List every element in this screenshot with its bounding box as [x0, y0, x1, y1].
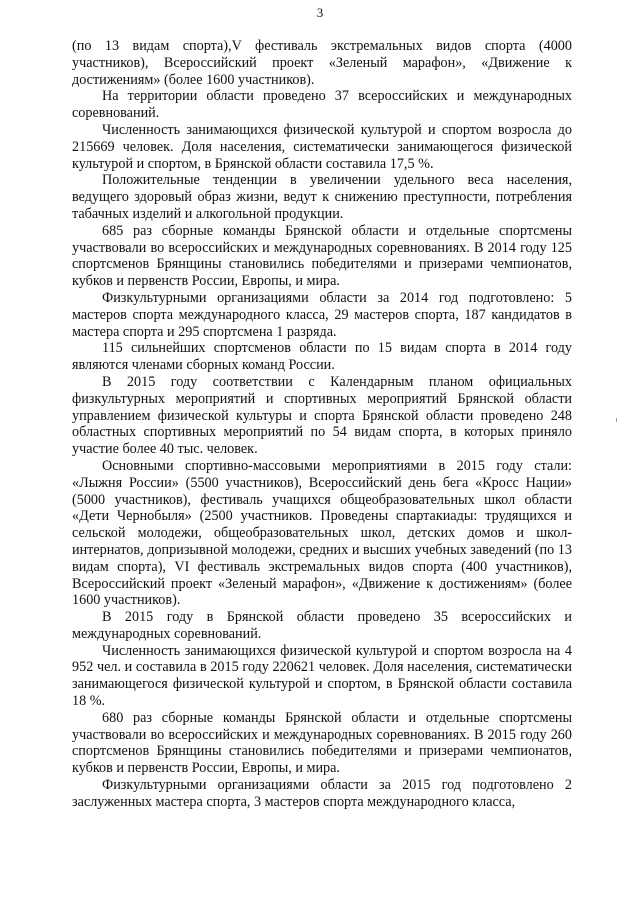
- paragraph: Положительные тенденции в увеличении удельного веса населения, ведущего здоровый образ жизни, ведут к снижению преступности, потребления табачных изделий и алкогольной продукции.: [72, 172, 572, 222]
- paragraph: На территории области проведено 37 всероссийских и международных соревнований.: [72, 88, 572, 122]
- paragraph: Численность занимающихся физической культурой и спортом возросла до 215669 человек. Доля населения, систематически занимающегося физической культурой и спортом, в Брянской области составила 17,5 %.: [72, 121, 572, 172]
- paragraph: В 2015 году соответствии с Календарным планом официальных физкультурных мероприятий и спортивных мероприятий Брянской области управлением физической культуры и спорта Брянской области проведено 248 областных спортивных мероприятий по 54 видам спорта, в которых приняло участие более 40 тыс. человек.: [72, 373, 572, 458]
- scan-mark: [616, 418, 617, 422]
- body-text: [72, 38, 572, 811]
- paragraph: Физкультурными организациями области за 2014 год подготовлено: 5 мастеров спорта международного класса, 29 мастеров спорта, 187 кандидатов в мастера спорта и 295 спортсмена 1 разряда.: [72, 289, 572, 340]
- paragraph: Основными спортивно-массовыми мероприятиями в 2015 году стали: «Лыжня России» (5500 участников), Всероссийский день бега «Кросс Нации» (5000 участников), фестиваль учащихся общеобразовательных школ области «Дети Чернобыля» (2500 участников. Проведены спартакиады: трудящихся и сельской молодежи, общеобразовательных школ, детских домов и школ-интернатов, допризывной молодежи, средних и высших учебных заведений (по 13 видам спорта), VI фестиваль экстремальных видов спорта (400 участников), Всероссийский проект «Зеленый марафон», «Движение к достижениям» (более 1600 участников).: [72, 457, 572, 609]
- paragraph: Физкультурными организациями области за 2015 год подготовлено 2 заслуженных мастера спорта, 3 мастеров спорта международного класса,: [72, 777, 572, 810]
- paragraph: 115 сильнейших спортсменов области по 15 видам спорта в 2014 году являются членами сборных команд России.: [72, 340, 572, 374]
- paragraph: Численность занимающихся физической культурой и спортом возросла на 4 952 чел. и составила в 2015 году 220621 человек. Доля населения, систематически занимающегося физической культурой и спортом, в Брянской области составила 18 %.: [72, 642, 572, 710]
- paragraph: 685 раз сборные команды Брянской области и отдельные спортсмены участвовали во всероссийских и международных соревнованиях. В 2014 году 125 спортсменов Брянщины становились победителями и призерами чемпионатов, кубков и первенств России, Европы, и мира.: [72, 222, 572, 290]
- paragraph: (по 13 видам спорта),V фестиваль экстремальных видов спорта (4000 участников), Всероссийский проект «Зеленый марафон», «Движение к достижениям» (более 1600 участников).: [72, 38, 572, 88]
- page-number: 3: [316, 5, 324, 20]
- paragraph: 680 раз сборные команды Брянской области и отдельные спортсмены участвовали во всероссийских и международных соревнованиях. В 2015 году 260 спортсменов Брянщины становились победителями и призерами чемпионатов, кубков и первенств России, Европы, и мира.: [72, 709, 572, 777]
- paragraph: В 2015 году в Брянской области проведено 35 всероссийских и международных соревнований.: [72, 609, 572, 642]
